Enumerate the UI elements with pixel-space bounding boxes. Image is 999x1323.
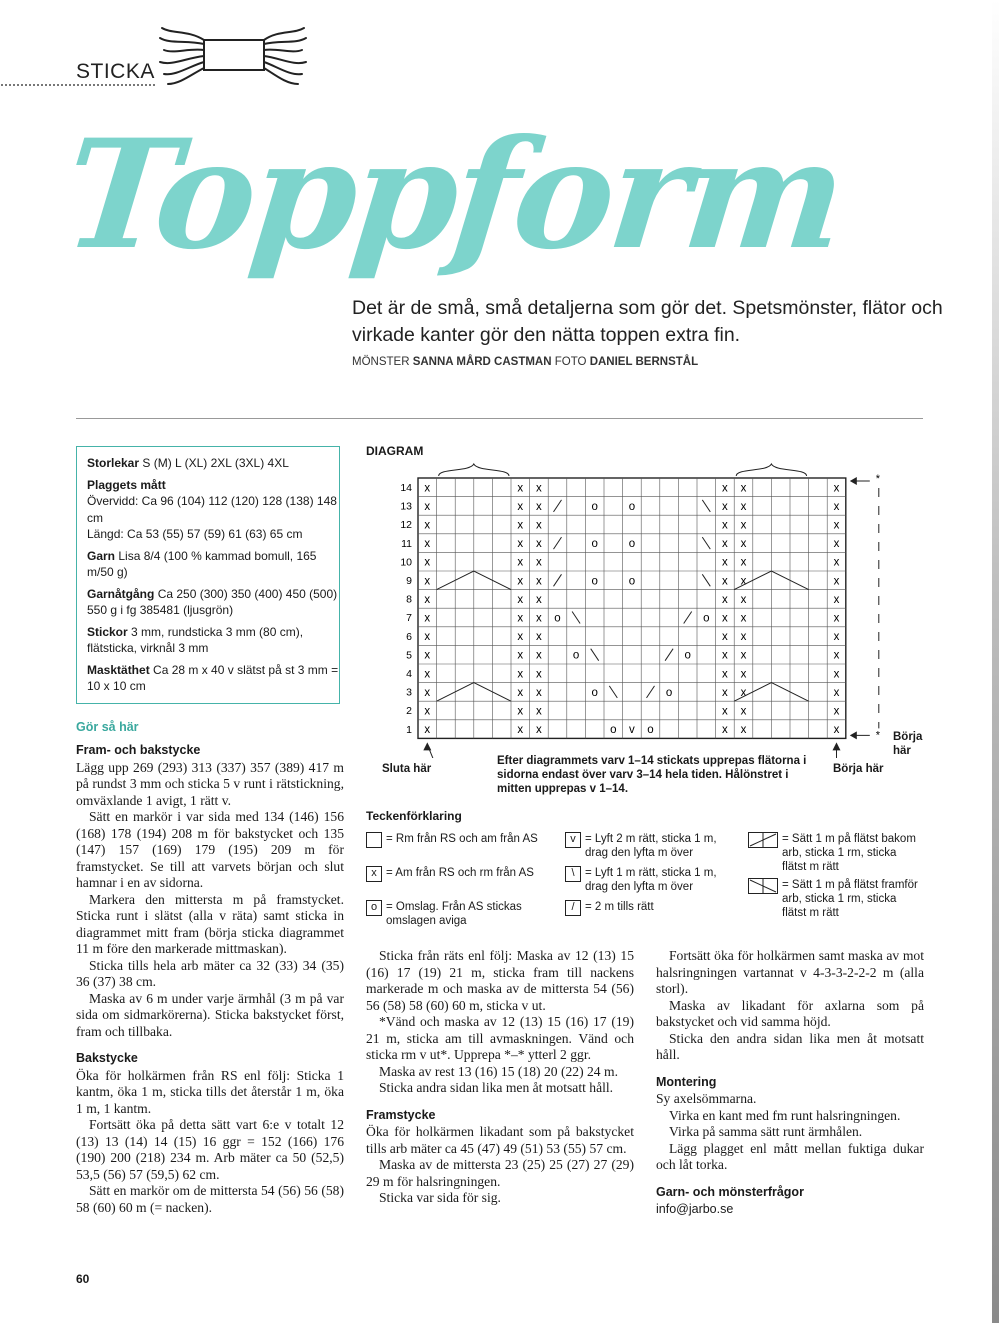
- legend-item: \ = Lyft 1 m rätt, sticka 1 m, drag den lyfta m över: [565, 866, 745, 894]
- dotted-rule: [0, 83, 155, 87]
- stitch-symbol: x: [424, 612, 431, 625]
- pattern-author: SANNA MÅRD CASTMAN: [412, 356, 552, 368]
- paragraph: Sätt en markör om de mittersta 54 (56) 56 (58) 58 (60) 60 m (= nacken).: [76, 1183, 344, 1215]
- paragraph: Maska av 6 m under varje ärmhål (3 m på var sida om sidmarkörerna). Sticka bakstycket först, fram och tillbaka.: [76, 990, 344, 1039]
- asterisk: *: [875, 473, 881, 485]
- row-number: 11: [401, 537, 412, 550]
- stitch-symbol: x: [536, 705, 542, 718]
- decrease-symbol: [572, 612, 580, 624]
- decrease-symbol: [702, 500, 710, 512]
- stitch-symbol: x: [517, 612, 524, 625]
- column-3: [656, 948, 924, 1218]
- stitch-symbol: x: [424, 724, 431, 737]
- decrease-symbol: [702, 537, 710, 549]
- paragraph: Sticka var sida för sig.: [379, 1190, 501, 1205]
- paragraph: *Vänd och maska av 12 (13) 15 (16) 17 (19) 21 m, sticka am till avmaskningen. Vänd och sticka rm v ut*. Upprepa *–* ytterl 2 ggr.: [366, 1014, 634, 1062]
- contact-email[interactable]: info@jarbo.se: [656, 1202, 734, 1216]
- stitch-symbol: x: [424, 593, 431, 606]
- stitch-symbol: o: [647, 724, 654, 737]
- decrease-symbol: [609, 686, 617, 698]
- stitch-symbol: x: [424, 631, 431, 644]
- stitch-symbol: x: [740, 668, 747, 681]
- row-number: 8: [406, 593, 412, 606]
- stitch-symbol: v: [629, 724, 635, 737]
- paragraph: Markera den mittersta m på framstycket. Sticka runt i slätst (alla v räta) samt sticka in diagrammet mitt fram (börja sticka diagrammet 11 m före den markerade mittmaskan).: [76, 891, 344, 956]
- yarn-value: Lisa 8/4 (100 % kammad bomull, 165 m/50 g): [87, 548, 317, 579]
- stitch-symbol: x: [536, 500, 542, 513]
- legend-item: x = Am från RS och rm från AS: [366, 866, 556, 882]
- credits: [352, 356, 698, 368]
- photo-label: FOTO: [554, 356, 587, 368]
- stitch-symbol: x: [517, 593, 524, 606]
- yarn-amount-label: Garnåtgång: [87, 586, 155, 601]
- stitch-symbol: x: [722, 686, 728, 699]
- stitch-symbol: o: [628, 538, 636, 551]
- stitch-symbol: x: [740, 500, 747, 513]
- bust-value: Övervidd: Ca 96 (104) 112 (120) 128 (138) 148 cm: [87, 494, 337, 525]
- legend-item: = Sätt 1 m på flätst bakom arb, sticka 1 rm, sticka flätst m rätt: [748, 832, 928, 874]
- divider: [76, 418, 923, 419]
- stitch-symbol: x: [424, 705, 431, 718]
- stitch-symbol: x: [740, 686, 747, 699]
- decrease-symbol: [665, 649, 673, 661]
- legend-item: = Rm från RS och am från AS: [366, 832, 556, 848]
- brace-symbol: [439, 464, 509, 476]
- stitch-symbol: x: [740, 724, 747, 737]
- paragraph: Sy axelsömmarna.: [656, 1091, 757, 1106]
- row-number: 7: [406, 612, 412, 625]
- stitch-symbol: x: [536, 649, 542, 662]
- page-number: 60: [76, 1272, 90, 1286]
- photo-author: DANIEL BERNSTÅL: [589, 356, 699, 368]
- yarnover-symbol-icon: o: [366, 900, 382, 916]
- stitch-symbol: x: [740, 538, 747, 551]
- sizes-value: S (M) L (XL) 2XL (3XL) 4XL: [142, 456, 289, 470]
- paragraph: Sticka den andra sidan lika men åt motsatt håll.: [656, 1030, 924, 1062]
- knitting-diagram: [360, 458, 923, 763]
- stitch-symbol: x: [833, 556, 840, 569]
- stitch-symbol: x: [517, 705, 524, 718]
- v-symbol-icon: v: [565, 832, 581, 848]
- cable-front-icon: [748, 878, 778, 894]
- start-here-side-label: Börja här: [893, 731, 923, 757]
- stitch-symbol: x: [833, 519, 840, 532]
- slash-symbol-icon: /: [565, 900, 581, 916]
- stitch-symbol: x: [833, 500, 840, 513]
- row-number: 2: [406, 705, 412, 718]
- column-2: [366, 948, 634, 1207]
- stitch-symbol: x: [722, 593, 728, 606]
- stitch-symbol: x: [722, 519, 728, 532]
- decrease-symbol: [591, 649, 599, 661]
- back-heading: Bakstycke: [76, 1051, 138, 1065]
- row-number: 1: [406, 723, 412, 736]
- intro-text: Det är de små, små detaljerna som gör det. Spetsmönster, flätor och virkade kanter gör den nätta toppen extra fin.: [352, 297, 943, 346]
- stop-here-label: Sluta här: [382, 763, 432, 775]
- stitch-symbol: x: [536, 686, 542, 699]
- stitch-symbol: x: [740, 705, 747, 718]
- stitch-symbol: o: [591, 500, 598, 513]
- needles-value: 3 mm, rundsticka 3 mm (80 cm), flätsticka, virknål 3 mm: [87, 624, 304, 655]
- decrease-symbol: [702, 574, 710, 586]
- stitch-symbol: x: [833, 631, 840, 644]
- stitch-symbol: x: [740, 593, 747, 606]
- start-here-label: Börja här: [833, 763, 884, 775]
- stitch-symbol: o: [591, 686, 598, 699]
- paragraph: Maska av de mittersta 23 (25) 25 (27) 27 (29) 29 m för halsringningen.: [366, 1157, 634, 1189]
- stitch-symbol: o: [628, 575, 636, 588]
- arrow-left-icon: [850, 731, 857, 739]
- paragraph: Lägg upp 269 (293) 313 (337) 357 (389) 417 m på rundst 3 mm och sticka 5 v runt i rätstickning, omväxlande 1 avigt, 1 rätt v.: [76, 759, 344, 808]
- stitch-symbol: x: [722, 705, 728, 718]
- pattern-label: MÖNSTER: [352, 356, 410, 368]
- stitch-symbol: x: [740, 556, 747, 569]
- stitch-symbol: x: [536, 519, 542, 532]
- paragraph: Öka för holkärmen från RS enl följ: Sticka 1 kantm, öka 1 m, sticka tills det återstår 1 m, öka 1 m, 1 kantm.: [76, 1067, 344, 1116]
- stitch-symbol: x: [424, 668, 431, 681]
- arrow-up-icon: [423, 742, 431, 750]
- stitch-symbol: x: [517, 500, 524, 513]
- stitch-symbol: x: [517, 538, 524, 551]
- measures-label: Plaggets mått: [87, 477, 166, 492]
- yarn-amount-value: Ca 250 (300) 350 (400) 450 (500) 550 g i fg 385481 (ljusgrön): [87, 586, 338, 617]
- stitch-symbol: x: [517, 668, 524, 681]
- stitch-symbol: x: [833, 612, 840, 625]
- stitch-symbol: x: [536, 482, 542, 495]
- info-box: [76, 446, 340, 704]
- row-number: 6: [406, 630, 412, 643]
- page-title: Toppform: [56, 107, 850, 283]
- stitch-symbol: x: [722, 631, 728, 644]
- stitch-symbol: x: [722, 612, 728, 625]
- stitch-symbol: x: [536, 724, 542, 737]
- stitch-symbol: o: [684, 649, 691, 662]
- stitch-symbol: x: [424, 556, 431, 569]
- cable-back-icon: [748, 832, 778, 848]
- sizes-label: Storlekar: [87, 456, 140, 470]
- stitch-symbol: x: [424, 500, 431, 513]
- stitch-symbol: x: [536, 631, 542, 644]
- stitch-symbol: x: [517, 482, 524, 495]
- row-number: 12: [400, 519, 412, 532]
- section-label: STICKA: [76, 60, 155, 83]
- stitch-symbol: x: [740, 575, 747, 588]
- stitch-symbol: x: [536, 612, 542, 625]
- asterisk: *: [875, 729, 881, 742]
- stitch-symbol: x: [722, 500, 728, 513]
- assembly-heading: Montering: [656, 1074, 717, 1089]
- legend-item: = Sätt 1 m på flätst framför arb, sticka 1 rm, sticka flätst m rätt: [748, 878, 928, 920]
- stitch-symbol: x: [424, 686, 431, 699]
- row-number: 3: [406, 686, 412, 699]
- stitch-symbol: x: [517, 724, 524, 737]
- legend-item: o = Omslag. Från AS stickas omslagen aviga: [366, 900, 556, 928]
- page-edge-shadow: [992, 0, 999, 1323]
- stitch-symbol: x: [833, 668, 840, 681]
- paragraph: Maska av likadant för axlarna som på bakstycket och vid samma höjd.: [656, 997, 924, 1029]
- paragraph: Sticka från räts enl följ: Maska av 12 (13) 15 (16) 17 (19) 21 m, sticka fram till nackens markerade m och maska av de mittersta 54 (56) 56 (58) 58 (60) 60 m, sticka v ut.: [366, 948, 634, 1013]
- stitch-symbol: x: [833, 575, 840, 588]
- stitch-symbol: x: [424, 482, 431, 495]
- needles-label: Stickor: [87, 624, 128, 639]
- row-number: 13: [400, 500, 412, 513]
- stitch-symbol: x: [722, 724, 728, 737]
- front-back-heading: Fram- och bakstycke: [76, 743, 201, 757]
- column-1: [76, 742, 344, 1216]
- stitch-symbol: x: [722, 482, 728, 495]
- paragraph: Fortsätt öka på detta sätt vart 6:e v totalt 12 (13) 13 (14) 14 (15) 16 ggr = 152 (166) 176 (190) 200 (218) 234 m. Arb mäter ca 50 (52,5) 53,5 (56) 57 (59,5) 62 cm.: [76, 1117, 344, 1182]
- stitch-symbol: x: [424, 575, 431, 588]
- row-number: 5: [406, 649, 412, 662]
- paragraph: Fortsätt öka för holkärmen samt maska av mot halsringningen vartannat v 4-3-3-2-2-2 m (alla storl).: [656, 948, 924, 996]
- stitch-symbol: x: [722, 668, 728, 681]
- stitch-symbol: x: [833, 538, 840, 551]
- paragraph: Öka för holkärmen likadant som på bakstycket tills arb mäter ca 45 (47) 49 (51) 53 (55) 57 cm.: [366, 1124, 634, 1156]
- stitch-symbol: x: [833, 705, 840, 718]
- stitch-symbol: x: [833, 686, 840, 699]
- arrow-left-icon: [850, 477, 857, 485]
- brace-symbol: [736, 464, 806, 476]
- diagram-title: DIAGRAM: [366, 444, 424, 458]
- stitch-symbol: x: [424, 649, 431, 662]
- backslash-symbol-icon: \: [565, 866, 581, 882]
- stitch-symbol: x: [740, 519, 747, 532]
- gauge-label: Masktäthet: [87, 662, 150, 677]
- stitch-symbol: x: [536, 668, 542, 681]
- paragraph: Maska av rest 13 (16) 15 (18) 20 (22) 24 m.: [379, 1063, 618, 1079]
- stitch-symbol: x: [833, 593, 840, 606]
- paragraph: Virka på samma sätt runt ärmhålen.: [669, 1124, 863, 1139]
- stitch-symbol: x: [517, 686, 524, 699]
- decrease-symbol: [554, 500, 562, 512]
- stitch-symbol: o: [628, 500, 636, 513]
- decrease-symbol: [647, 686, 655, 698]
- stitch-symbol: x: [517, 631, 524, 644]
- yarn-skein-icon: [158, 26, 308, 93]
- stitch-symbol: x: [536, 538, 542, 551]
- decrease-symbol: [684, 612, 692, 624]
- stitch-symbol: x: [833, 482, 840, 495]
- stitch-symbol: o: [591, 575, 598, 588]
- stitch-symbol: x: [833, 724, 840, 737]
- stitch-symbol: x: [722, 649, 728, 662]
- legend-item: / = 2 m tills rätt: [565, 900, 745, 916]
- row-number: 10: [400, 556, 412, 569]
- yarn-label: Garn: [87, 548, 116, 563]
- stitch-symbol: x: [536, 575, 542, 588]
- stitch-symbol: x: [740, 482, 747, 495]
- front-heading: Framstycke: [366, 1107, 436, 1122]
- row-number: 14: [400, 482, 412, 494]
- stitch-symbol: x: [740, 631, 747, 644]
- stitch-symbol: x: [833, 649, 840, 662]
- stitch-symbol: x: [722, 575, 728, 588]
- stitch-symbol: x: [517, 649, 524, 662]
- questions-heading: Garn- och mönsterfrågor: [656, 1184, 804, 1199]
- row-number: 4: [406, 668, 412, 680]
- stitch-symbol: o: [591, 538, 598, 551]
- paragraph: Sätt en markör i var sida med 134 (146) 156 (168) 178 (194) 208 m för bakstycket och 135 (147) 157 (169) 179 (195) 209 m för framstycket. Se till att varvets början och slut hamnar i en av sidorna.: [76, 809, 344, 890]
- legend-item: v = Lyft 2 m rätt, sticka 1 m, drag den lyfta m över: [565, 832, 745, 860]
- stitch-symbol: x: [722, 538, 728, 551]
- stitch-symbol: o: [572, 649, 580, 662]
- stitch-symbol: x: [424, 538, 431, 551]
- stitch-symbol: x: [536, 556, 542, 569]
- stitch-symbol: x: [517, 575, 524, 588]
- stitch-symbol: o: [665, 686, 673, 699]
- stitch-symbol: x: [536, 593, 542, 606]
- stitch-symbol: x: [517, 519, 524, 532]
- stitch-symbol: x: [424, 519, 431, 532]
- stitch-symbol: o: [554, 612, 561, 625]
- stitch-symbol: o: [610, 724, 617, 737]
- arrow-up-icon: [833, 742, 841, 750]
- paragraph: Lägg plagget enl mått mellan fuktiga dukar och låt torka.: [656, 1140, 924, 1172]
- paragraph: Virka en kant med fm runt halsringningen.: [669, 1107, 901, 1123]
- stitch-symbol: x: [740, 612, 747, 625]
- paragraph: Sticka tills hela arb mäter ca 32 (33) 34 (35) 36 (37) 38 cm.: [76, 957, 344, 989]
- stitch-symbol: o: [703, 612, 710, 625]
- stitch-symbol: x: [517, 556, 524, 569]
- length-value: Längd: Ca 53 (55) 57 (59) 61 (63) 65 cm: [87, 527, 303, 541]
- diagram-note: Efter diagrammets varv 1–14 stickats upprepas flätorna i sidorna endast över varv 3–14 hela tiden. Hålönstret i mitten upprepas v 1–14.: [497, 755, 807, 795]
- blank-symbol-icon: [366, 832, 382, 848]
- how-to-heading: Gör så här: [76, 720, 139, 734]
- stitch-symbol: x: [740, 649, 747, 662]
- row-number: 9: [406, 575, 412, 587]
- paragraph: Sticka andra sidan lika men åt motsatt håll.: [379, 1080, 614, 1095]
- legend-title: Teckenförklaring: [366, 809, 462, 823]
- gauge-value: Ca 28 m x 40 v slätst på st 3 mm = 10 x 10 cm: [87, 662, 339, 693]
- decrease-symbol: [554, 537, 562, 549]
- decrease-symbol: [554, 574, 562, 586]
- stitch-symbol: x: [722, 556, 728, 569]
- x-symbol-icon: x: [366, 866, 382, 882]
